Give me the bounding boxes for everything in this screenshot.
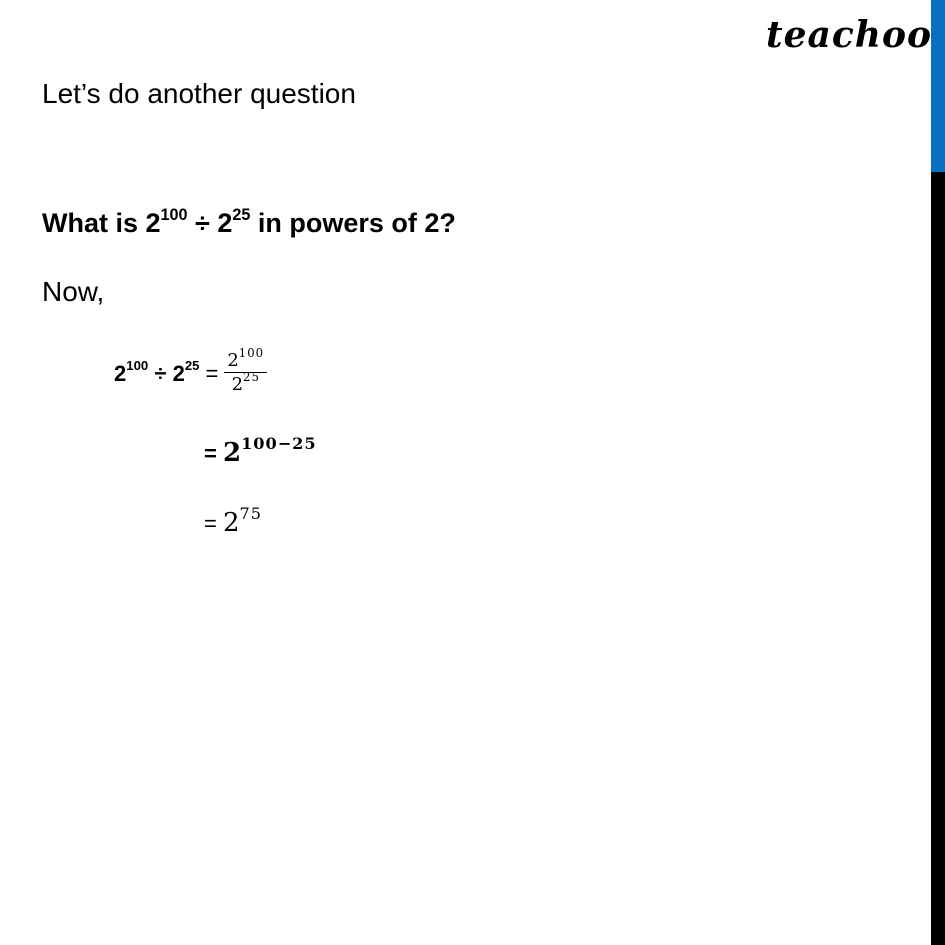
intro-text: Let’s do another question bbox=[42, 78, 356, 109]
side-accent-bar-black bbox=[931, 172, 945, 945]
equation-step-1 bbox=[114, 346, 267, 397]
step2-power: $2^{100-25}$ bbox=[222, 433, 317, 468]
question-suffix: in powers of 2? bbox=[250, 208, 456, 238]
question-text bbox=[42, 205, 456, 239]
question-prefix: What is 2 bbox=[42, 208, 161, 238]
fraction bbox=[224, 346, 267, 397]
now-label: Now, bbox=[42, 276, 105, 307]
equals-sign: = bbox=[205, 360, 219, 386]
side-accent-bar-blue bbox=[931, 0, 945, 172]
teachoo-logo: teachoo bbox=[766, 14, 932, 56]
question-exp2: 25 bbox=[232, 205, 251, 224]
fraction-denominator: $2^{25}$ bbox=[231, 370, 260, 395]
equation-step-3: = $2^{75}$ bbox=[204, 503, 263, 538]
fraction-numerator: $2^{100}$ bbox=[224, 350, 267, 373]
step3-power: $2^{75}$ bbox=[222, 503, 263, 538]
equation-step-2: = $2^{100-25}$ bbox=[204, 433, 317, 468]
question-op: ÷ 2 bbox=[187, 208, 233, 238]
step1-lhs: $2^{100} \div 2^{25}$ bbox=[114, 358, 200, 386]
question-exp1: 100 bbox=[160, 205, 188, 224]
